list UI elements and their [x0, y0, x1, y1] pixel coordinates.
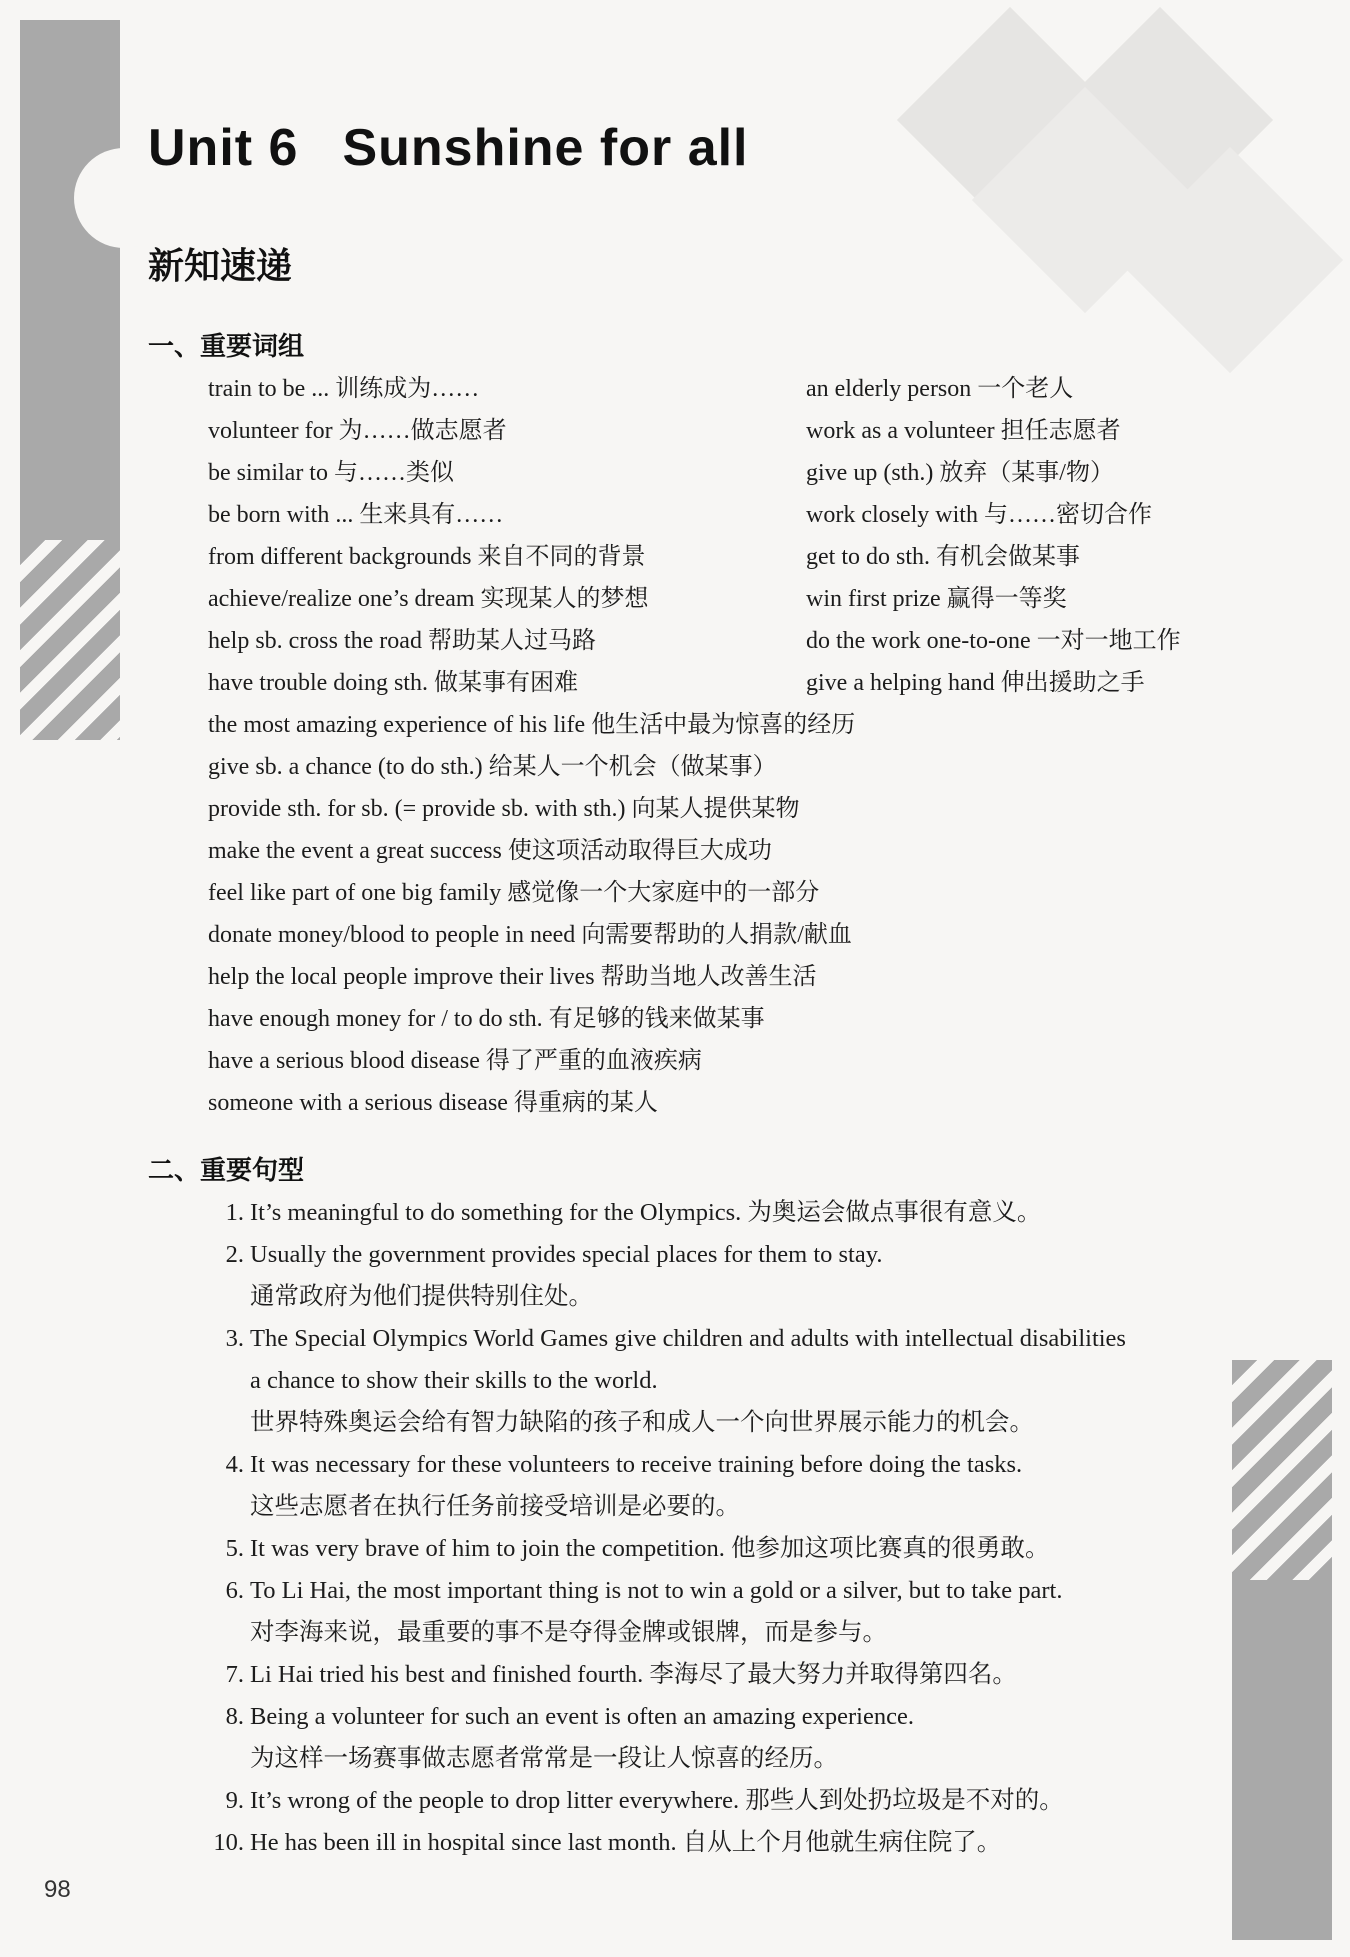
phrase-item: someone with a serious disease 得重病的某人 — [208, 1090, 658, 1116]
phrase-item: the most amazing experience of his life 他生活中最为惊喜的经历 — [208, 712, 856, 738]
sentence-item — [208, 1654, 1258, 1696]
unit-title — [148, 118, 749, 178]
sentence-body — [250, 1192, 1258, 1234]
sentence-line: It was necessary for these volunteers to receive training before doing the tasks. — [250, 1451, 1023, 1478]
sentence-item — [208, 1192, 1258, 1234]
sentence-line: 这些志愿者在执行任务前接受培训是必要的。 — [250, 1493, 740, 1520]
phrase-item: feel like part of one big family 感觉像一个大家庭中的一部分 — [208, 880, 820, 906]
sentence-body — [250, 1570, 1258, 1654]
phrases-heading: 一、重要词组 — [148, 332, 305, 362]
phrase-item: give up (sth.) 放弃（某事/物） — [806, 460, 1114, 486]
phrase-item: from different backgrounds 来自不同的背景 — [208, 544, 646, 570]
sentence-line: 世界特殊奥运会给有智力缺陷的孩子和成人一个向世界展示能力的机会。 — [250, 1409, 1034, 1436]
sentence-number: 6. — [225, 1577, 244, 1604]
sentence-line: It was very brave of him to join the competition. 他参加这项比赛真的很勇敢。 — [250, 1535, 1050, 1562]
sentence-body — [250, 1654, 1258, 1696]
phrase-item: achieve/realize one’s dream 实现某人的梦想 — [208, 586, 649, 612]
phrases-full-width-list — [208, 704, 1238, 1124]
sentence-line: a chance to show their skills to the world. — [250, 1367, 658, 1394]
phrase-item: volunteer for 为……做志愿者 — [208, 418, 507, 444]
sentence-item — [208, 1780, 1258, 1822]
sentence-item — [208, 1444, 1258, 1528]
sentence-body — [250, 1318, 1258, 1444]
sentence-number: 7. — [225, 1661, 244, 1688]
sentence-item — [208, 1528, 1258, 1570]
sentence-body — [250, 1234, 1258, 1318]
sentence-line: 对李海来说，最重要的事不是夺得金牌或银牌，而是参与。 — [250, 1619, 887, 1646]
phrase-item: help the local people improve their lives 帮助当地人改善生活 — [208, 964, 817, 990]
sentence-line: It’s wrong of the people to drop litter everywhere. 那些人到处扔垃圾是不对的。 — [250, 1787, 1064, 1814]
section-title: 新知速递 — [148, 246, 293, 287]
sentence-line: It’s meaningful to do something for the Olympics. 为奥运会做点事很有意义。 — [250, 1199, 1042, 1226]
sentence-number: 1. — [225, 1199, 244, 1226]
sentence-item — [208, 1318, 1258, 1444]
unit-number: Unit 6 — [148, 119, 299, 177]
phrase-item: be similar to 与……类似 — [208, 460, 454, 486]
sentence-number: 5. — [225, 1535, 244, 1562]
sentence-line: To Li Hai, the most important thing is not to win a gold or a silver, but to take part. — [250, 1577, 1063, 1604]
sentence-number: 3. — [225, 1325, 244, 1352]
sentence-line: Being a volunteer for such an event is often an amazing experience. — [250, 1703, 914, 1730]
sentence-body — [250, 1528, 1258, 1570]
phrase-item: have a serious blood disease 得了严重的血液疾病 — [208, 1048, 702, 1074]
sentence-line: 通常政府为他们提供特别住处。 — [250, 1283, 593, 1310]
sentence-body — [250, 1696, 1258, 1780]
phrase-item: give sb. a chance (to do sth.) 给某人一个机会（做某事） — [208, 754, 777, 780]
sentences-heading: 二、重要句型 — [148, 1156, 305, 1186]
sentence-line: Usually the government provides special places for them to stay. — [250, 1241, 883, 1268]
sentence-item — [208, 1570, 1258, 1654]
sentence-body — [250, 1444, 1258, 1528]
phrase-item: have enough money for / to do sth. 有足够的钱来做某事 — [208, 1006, 765, 1032]
sentence-number: 10. — [213, 1829, 244, 1856]
phrase-item: be born with ... 生来具有…… — [208, 502, 504, 528]
phrase-item: make the event a great success 使这项活动取得巨大成功 — [208, 838, 772, 864]
phrase-item: get to do sth. 有机会做某事 — [806, 544, 1080, 570]
phrase-item: have trouble doing sth. 做某事有困难 — [208, 670, 578, 696]
phrase-item: give a helping hand 伸出援助之手 — [806, 670, 1145, 696]
phrase-item: donate money/blood to people in need 向需要帮助的人捐款/献血 — [208, 922, 852, 948]
sentence-line: He has been ill in hospital since last month. 自从上个月他就生病住院了。 — [250, 1829, 1002, 1856]
sentence-number: 9. — [225, 1787, 244, 1814]
sentence-number: 4. — [225, 1451, 244, 1478]
sentence-body — [250, 1780, 1258, 1822]
sentence-body — [250, 1822, 1258, 1864]
phrase-item: help sb. cross the road 帮助某人过马路 — [208, 628, 596, 654]
phrase-item: work as a volunteer 担任志愿者 — [806, 418, 1121, 444]
sentence-number: 8. — [225, 1703, 244, 1730]
sentence-number: 2. — [225, 1241, 244, 1268]
sentence-item — [208, 1234, 1258, 1318]
phrase-item: win first prize 赢得一等奖 — [806, 586, 1067, 612]
sentence-item — [208, 1696, 1258, 1780]
phrase-item: do the work one-to-one 一对一地工作 — [806, 628, 1181, 654]
phrase-item: work closely with 与……密切合作 — [806, 502, 1152, 528]
phrase-item: train to be ... 训练成为…… — [208, 376, 480, 402]
phrase-item: an elderly person 一个老人 — [806, 376, 1074, 402]
sentence-list — [208, 1192, 1258, 1864]
page-number: 98 — [44, 1876, 71, 1903]
phrase-item: provide sth. for sb. (= provide sb. with sth.) 向某人提供某物 — [208, 796, 800, 822]
sentence-line: 为这样一场赛事做志愿者常常是一段让人惊喜的经历。 — [250, 1745, 838, 1772]
unit-name: Sunshine for all — [342, 119, 749, 177]
sentence-item — [208, 1822, 1258, 1864]
left-diagonal-stripes — [20, 540, 120, 740]
phrases-two-column-list — [208, 368, 1238, 704]
sentence-line: The Special Olympics World Games give children and adults with intellectual disabilities — [250, 1325, 1126, 1352]
sentence-line: Li Hai tried his best and finished fourth. 李海尽了最大努力并取得第四名。 — [250, 1661, 1017, 1688]
